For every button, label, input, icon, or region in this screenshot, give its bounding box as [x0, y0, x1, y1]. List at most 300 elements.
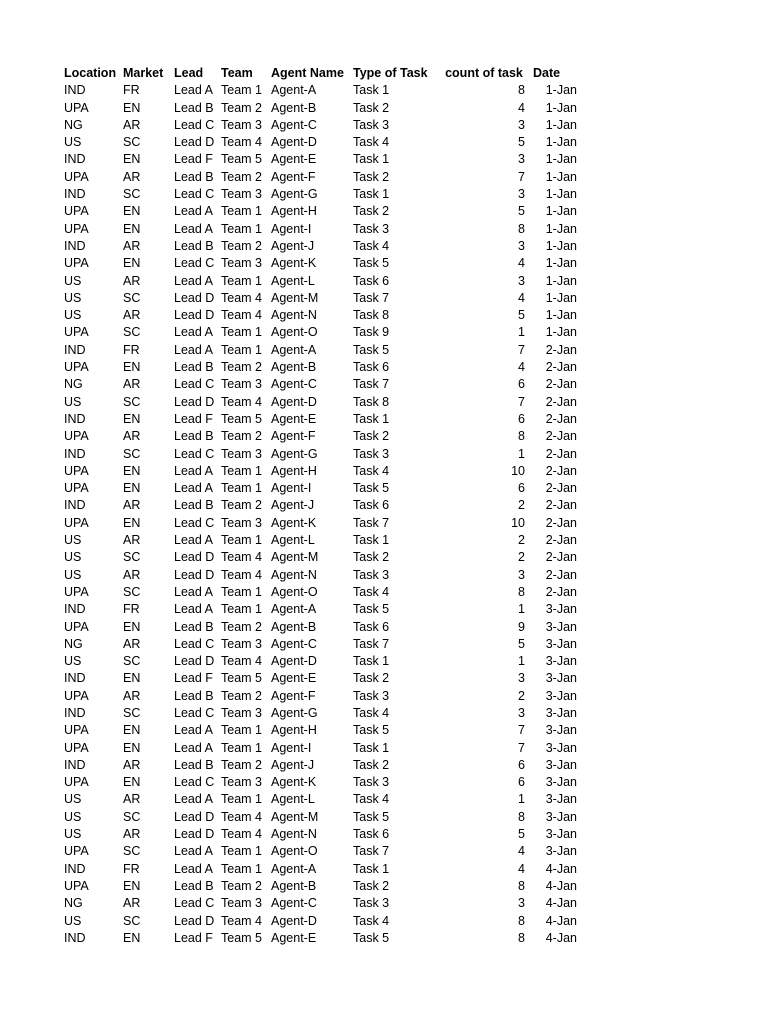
cell-date[interactable]: 2-Jan: [545, 584, 577, 599]
cell-lead[interactable]: Lead F: [174, 152, 213, 167]
cell-agent-name[interactable]: Agent-D: [271, 394, 317, 409]
cell-lead[interactable]: Lead A: [174, 273, 213, 288]
cell-lead[interactable]: Lead D: [174, 135, 215, 150]
cell-lead[interactable]: Lead F: [174, 411, 213, 426]
cell-team[interactable]: Team 1: [221, 723, 262, 738]
cell-team[interactable]: Team 3: [221, 377, 262, 392]
cell-market[interactable]: AR: [123, 308, 141, 323]
cell-agent-name[interactable]: Agent-E: [271, 411, 317, 426]
cell-count-of-task[interactable]: 8: [518, 930, 525, 945]
cell-lead[interactable]: Lead B: [174, 619, 214, 634]
cell-location[interactable]: US: [64, 567, 82, 582]
cell-date[interactable]: 3-Jan: [545, 827, 577, 842]
cell-location[interactable]: UPA: [64, 619, 89, 634]
cell-location[interactable]: UPA: [64, 723, 89, 738]
cell-agent-name[interactable]: Agent-L: [271, 533, 315, 548]
cell-type-of-task[interactable]: Task 4: [353, 135, 390, 150]
cell-lead[interactable]: Lead C: [174, 705, 215, 720]
cell-market[interactable]: FR: [123, 602, 140, 617]
cell-type-of-task[interactable]: Task 7: [353, 515, 390, 530]
cell-market[interactable]: AR: [123, 757, 141, 772]
cell-location[interactable]: IND: [64, 446, 86, 461]
cell-team[interactable]: Team 2: [221, 688, 262, 703]
cell-lead[interactable]: Lead B: [174, 498, 214, 513]
cell-agent-name[interactable]: Agent-K: [271, 515, 317, 530]
cell-team[interactable]: Team 3: [221, 515, 262, 530]
cell-count-of-task[interactable]: 2: [518, 688, 525, 703]
cell-lead[interactable]: Lead C: [174, 377, 215, 392]
cell-type-of-task[interactable]: Task 6: [353, 619, 390, 634]
cell-team[interactable]: Team 1: [221, 221, 262, 236]
cell-location[interactable]: IND: [64, 152, 86, 167]
cell-team[interactable]: Team 2: [221, 757, 262, 772]
cell-market[interactable]: SC: [123, 394, 141, 409]
cell-location[interactable]: IND: [64, 930, 86, 945]
cell-count-of-task[interactable]: 8: [518, 83, 525, 98]
cell-location[interactable]: US: [64, 913, 82, 928]
cell-location[interactable]: IND: [64, 705, 86, 720]
cell-agent-name[interactable]: Agent-M: [271, 809, 319, 824]
cell-team[interactable]: Team 4: [221, 567, 262, 582]
cell-agent-name[interactable]: Agent-N: [271, 827, 317, 842]
cell-location[interactable]: UPA: [64, 740, 89, 755]
cell-lead[interactable]: Lead D: [174, 654, 215, 669]
cell-type-of-task[interactable]: Task 5: [353, 342, 390, 357]
cell-type-of-task[interactable]: Task 6: [353, 273, 390, 288]
cell-location[interactable]: IND: [64, 238, 86, 253]
cell-count-of-task[interactable]: 6: [518, 775, 525, 790]
cell-team[interactable]: Team 3: [221, 187, 262, 202]
cell-market[interactable]: AR: [123, 117, 141, 132]
cell-location[interactable]: US: [64, 394, 82, 409]
cell-lead[interactable]: Lead D: [174, 827, 215, 842]
cell-team[interactable]: Team 2: [221, 429, 262, 444]
cell-agent-name[interactable]: Agent-I: [271, 221, 312, 236]
cell-type-of-task[interactable]: Task 4: [353, 463, 390, 478]
cell-lead[interactable]: Lead A: [174, 83, 213, 98]
cell-date[interactable]: 2-Jan: [545, 360, 577, 375]
cell-type-of-task[interactable]: Task 4: [353, 584, 390, 599]
cell-team[interactable]: Team 1: [221, 533, 262, 548]
cell-date[interactable]: 3-Jan: [545, 740, 577, 755]
column-header-lead[interactable]: Lead: [174, 66, 204, 80]
cell-date[interactable]: 2-Jan: [545, 567, 577, 582]
cell-location[interactable]: US: [64, 308, 82, 323]
cell-agent-name[interactable]: Agent-M: [271, 550, 319, 565]
cell-lead[interactable]: Lead D: [174, 809, 215, 824]
cell-market[interactable]: EN: [123, 256, 141, 271]
cell-type-of-task[interactable]: Task 3: [353, 688, 390, 703]
cell-type-of-task[interactable]: Task 6: [353, 360, 390, 375]
cell-lead[interactable]: Lead D: [174, 394, 215, 409]
cell-team[interactable]: Team 4: [221, 135, 262, 150]
cell-type-of-task[interactable]: Task 4: [353, 238, 390, 253]
cell-market[interactable]: SC: [123, 446, 141, 461]
cell-location[interactable]: US: [64, 792, 82, 807]
cell-date[interactable]: 1-Jan: [545, 256, 577, 271]
cell-count-of-task[interactable]: 1: [518, 792, 525, 807]
cell-count-of-task[interactable]: 4: [518, 844, 525, 859]
cell-team[interactable]: Team 2: [221, 619, 262, 634]
cell-team[interactable]: Team 1: [221, 325, 262, 340]
cell-count-of-task[interactable]: 6: [518, 411, 525, 426]
cell-location[interactable]: NG: [64, 377, 83, 392]
cell-market[interactable]: SC: [123, 550, 141, 565]
cell-count-of-task[interactable]: 5: [518, 636, 525, 651]
cell-market[interactable]: AR: [123, 498, 141, 513]
cell-agent-name[interactable]: Agent-N: [271, 308, 317, 323]
cell-lead[interactable]: Lead A: [174, 602, 213, 617]
cell-count-of-task[interactable]: 7: [518, 342, 525, 357]
cell-type-of-task[interactable]: Task 1: [353, 861, 390, 876]
cell-team[interactable]: Team 1: [221, 602, 262, 617]
cell-type-of-task[interactable]: Task 4: [353, 792, 390, 807]
cell-count-of-task[interactable]: 3: [518, 896, 525, 911]
cell-market[interactable]: EN: [123, 671, 141, 686]
cell-agent-name[interactable]: Agent-D: [271, 654, 317, 669]
cell-location[interactable]: UPA: [64, 878, 89, 893]
cell-market[interactable]: AR: [123, 896, 141, 911]
cell-lead[interactable]: Lead A: [174, 861, 213, 876]
cell-lead[interactable]: Lead A: [174, 740, 213, 755]
cell-count-of-task[interactable]: 8: [518, 878, 525, 893]
cell-team[interactable]: Team 4: [221, 550, 262, 565]
cell-count-of-task[interactable]: 7: [518, 169, 525, 184]
cell-date[interactable]: 1-Jan: [545, 169, 577, 184]
cell-agent-name[interactable]: Agent-O: [271, 325, 318, 340]
cell-date[interactable]: 4-Jan: [545, 896, 577, 911]
cell-agent-name[interactable]: Agent-A: [271, 342, 317, 357]
cell-lead[interactable]: Lead B: [174, 429, 214, 444]
cell-count-of-task[interactable]: 1: [518, 325, 525, 340]
cell-count-of-task[interactable]: 5: [518, 308, 525, 323]
cell-count-of-task[interactable]: 3: [518, 238, 525, 253]
cell-date[interactable]: 3-Jan: [545, 602, 577, 617]
cell-team[interactable]: Team 3: [221, 636, 262, 651]
cell-count-of-task[interactable]: 1: [518, 446, 525, 461]
cell-date[interactable]: 1-Jan: [545, 308, 577, 323]
cell-agent-name[interactable]: Agent-A: [271, 83, 317, 98]
cell-date[interactable]: 2-Jan: [545, 377, 577, 392]
cell-location[interactable]: UPA: [64, 463, 89, 478]
cell-team[interactable]: Team 3: [221, 775, 262, 790]
cell-count-of-task[interactable]: 10: [511, 463, 525, 478]
cell-type-of-task[interactable]: Task 7: [353, 290, 390, 305]
cell-type-of-task[interactable]: Task 3: [353, 567, 390, 582]
cell-type-of-task[interactable]: Task 2: [353, 878, 390, 893]
cell-lead[interactable]: Lead D: [174, 567, 215, 582]
cell-type-of-task[interactable]: Task 1: [353, 152, 390, 167]
cell-team[interactable]: Team 5: [221, 152, 262, 167]
cell-agent-name[interactable]: Agent-N: [271, 567, 317, 582]
cell-type-of-task[interactable]: Task 5: [353, 809, 390, 824]
cell-market[interactable]: AR: [123, 429, 141, 444]
cell-lead[interactable]: Lead C: [174, 896, 215, 911]
cell-agent-name[interactable]: Agent-F: [271, 429, 316, 444]
cell-type-of-task[interactable]: Task 1: [353, 187, 390, 202]
cell-market[interactable]: EN: [123, 152, 141, 167]
cell-agent-name[interactable]: Agent-C: [271, 636, 317, 651]
cell-date[interactable]: 3-Jan: [545, 757, 577, 772]
cell-agent-name[interactable]: Agent-F: [271, 169, 316, 184]
cell-date[interactable]: 1-Jan: [545, 152, 577, 167]
cell-location[interactable]: US: [64, 533, 82, 548]
cell-location[interactable]: IND: [64, 757, 86, 772]
cell-count-of-task[interactable]: 7: [518, 394, 525, 409]
cell-count-of-task[interactable]: 8: [518, 221, 525, 236]
cell-lead[interactable]: Lead B: [174, 878, 214, 893]
cell-count-of-task[interactable]: 6: [518, 377, 525, 392]
cell-lead[interactable]: Lead A: [174, 792, 213, 807]
cell-date[interactable]: 2-Jan: [545, 411, 577, 426]
cell-lead[interactable]: Lead A: [174, 844, 213, 859]
cell-team[interactable]: Team 1: [221, 792, 262, 807]
cell-date[interactable]: 2-Jan: [545, 533, 577, 548]
cell-location[interactable]: UPA: [64, 221, 89, 236]
cell-type-of-task[interactable]: Task 8: [353, 308, 390, 323]
cell-market[interactable]: EN: [123, 775, 141, 790]
cell-market[interactable]: SC: [123, 325, 141, 340]
cell-lead[interactable]: Lead D: [174, 913, 215, 928]
cell-type-of-task[interactable]: Task 2: [353, 204, 390, 219]
cell-team[interactable]: Team 5: [221, 671, 262, 686]
cell-count-of-task[interactable]: 4: [518, 861, 525, 876]
cell-count-of-task[interactable]: 9: [518, 619, 525, 634]
cell-agent-name[interactable]: Agent-H: [271, 723, 317, 738]
cell-lead[interactable]: Lead D: [174, 290, 215, 305]
cell-market[interactable]: SC: [123, 705, 141, 720]
column-header-date[interactable]: Date: [533, 66, 561, 80]
cell-agent-name[interactable]: Agent-I: [271, 740, 312, 755]
cell-type-of-task[interactable]: Task 2: [353, 671, 390, 686]
cell-agent-name[interactable]: Agent-J: [271, 238, 315, 253]
cell-team[interactable]: Team 4: [221, 654, 262, 669]
cell-count-of-task[interactable]: 8: [518, 429, 525, 444]
cell-type-of-task[interactable]: Task 7: [353, 377, 390, 392]
cell-market[interactable]: SC: [123, 135, 141, 150]
cell-date[interactable]: 4-Jan: [545, 913, 577, 928]
cell-lead[interactable]: Lead C: [174, 636, 215, 651]
cell-market[interactable]: AR: [123, 688, 141, 703]
cell-count-of-task[interactable]: 1: [518, 654, 525, 669]
cell-team[interactable]: Team 2: [221, 238, 262, 253]
cell-lead[interactable]: Lead A: [174, 221, 213, 236]
cell-date[interactable]: 1-Jan: [545, 325, 577, 340]
cell-market[interactable]: EN: [123, 723, 141, 738]
cell-market[interactable]: FR: [123, 342, 140, 357]
cell-type-of-task[interactable]: Task 2: [353, 100, 390, 115]
cell-location[interactable]: IND: [64, 187, 86, 202]
cell-count-of-task[interactable]: 5: [518, 827, 525, 842]
cell-type-of-task[interactable]: Task 5: [353, 256, 390, 271]
cell-date[interactable]: 3-Jan: [545, 705, 577, 720]
cell-team[interactable]: Team 3: [221, 446, 262, 461]
cell-lead[interactable]: Lead D: [174, 308, 215, 323]
cell-count-of-task[interactable]: 7: [518, 723, 525, 738]
cell-team[interactable]: Team 1: [221, 844, 262, 859]
cell-market[interactable]: EN: [123, 930, 141, 945]
cell-count-of-task[interactable]: 4: [518, 360, 525, 375]
cell-type-of-task[interactable]: Task 1: [353, 533, 390, 548]
cell-team[interactable]: Team 1: [221, 584, 262, 599]
cell-count-of-task[interactable]: 3: [518, 705, 525, 720]
cell-count-of-task[interactable]: 2: [518, 498, 525, 513]
cell-agent-name[interactable]: Agent-J: [271, 498, 315, 513]
cell-market[interactable]: AR: [123, 238, 141, 253]
cell-count-of-task[interactable]: 10: [511, 515, 525, 530]
cell-location[interactable]: UPA: [64, 844, 89, 859]
cell-agent-name[interactable]: Agent-H: [271, 463, 317, 478]
cell-lead[interactable]: Lead B: [174, 360, 214, 375]
cell-count-of-task[interactable]: 2: [518, 533, 525, 548]
cell-location[interactable]: NG: [64, 117, 83, 132]
cell-agent-name[interactable]: Agent-E: [271, 930, 317, 945]
cell-agent-name[interactable]: Agent-E: [271, 671, 317, 686]
column-header-count-of-task[interactable]: count of task: [445, 66, 523, 80]
cell-date[interactable]: 4-Jan: [545, 878, 577, 893]
cell-team[interactable]: Team 2: [221, 360, 262, 375]
cell-date[interactable]: 1-Jan: [545, 290, 577, 305]
cell-location[interactable]: UPA: [64, 775, 89, 790]
cell-location[interactable]: UPA: [64, 256, 89, 271]
cell-market[interactable]: SC: [123, 290, 141, 305]
cell-date[interactable]: 3-Jan: [545, 844, 577, 859]
cell-date[interactable]: 2-Jan: [545, 429, 577, 444]
cell-team[interactable]: Team 4: [221, 827, 262, 842]
cell-location[interactable]: IND: [64, 671, 86, 686]
cell-agent-name[interactable]: Agent-B: [271, 360, 317, 375]
cell-date[interactable]: 1-Jan: [545, 204, 577, 219]
cell-count-of-task[interactable]: 1: [518, 602, 525, 617]
cell-location[interactable]: US: [64, 550, 82, 565]
cell-date[interactable]: 1-Jan: [545, 187, 577, 202]
cell-location[interactable]: UPA: [64, 515, 89, 530]
cell-agent-name[interactable]: Agent-G: [271, 187, 318, 202]
cell-type-of-task[interactable]: Task 3: [353, 446, 390, 461]
cell-market[interactable]: EN: [123, 100, 141, 115]
cell-location[interactable]: IND: [64, 602, 86, 617]
cell-location[interactable]: US: [64, 809, 82, 824]
cell-count-of-task[interactable]: 5: [518, 135, 525, 150]
cell-market[interactable]: EN: [123, 360, 141, 375]
cell-location[interactable]: US: [64, 290, 82, 305]
cell-market[interactable]: SC: [123, 913, 141, 928]
cell-date[interactable]: 2-Jan: [545, 394, 577, 409]
cell-lead[interactable]: Lead B: [174, 688, 214, 703]
cell-type-of-task[interactable]: Task 5: [353, 930, 390, 945]
cell-date[interactable]: 2-Jan: [545, 446, 577, 461]
cell-market[interactable]: AR: [123, 273, 141, 288]
cell-team[interactable]: Team 5: [221, 930, 262, 945]
cell-count-of-task[interactable]: 7: [518, 740, 525, 755]
cell-count-of-task[interactable]: 4: [518, 100, 525, 115]
cell-agent-name[interactable]: Agent-A: [271, 861, 317, 876]
cell-count-of-task[interactable]: 3: [518, 567, 525, 582]
cell-date[interactable]: 3-Jan: [545, 671, 577, 686]
cell-agent-name[interactable]: Agent-D: [271, 913, 317, 928]
cell-count-of-task[interactable]: 6: [518, 481, 525, 496]
cell-agent-name[interactable]: Agent-M: [271, 290, 319, 305]
cell-count-of-task[interactable]: 2: [518, 550, 525, 565]
cell-market[interactable]: EN: [123, 878, 141, 893]
cell-location[interactable]: NG: [64, 896, 83, 911]
cell-date[interactable]: 3-Jan: [545, 636, 577, 651]
cell-team[interactable]: Team 1: [221, 204, 262, 219]
cell-market[interactable]: SC: [123, 584, 141, 599]
cell-type-of-task[interactable]: Task 2: [353, 429, 390, 444]
cell-team[interactable]: Team 2: [221, 100, 262, 115]
cell-agent-name[interactable]: Agent-G: [271, 446, 318, 461]
cell-market[interactable]: AR: [123, 567, 141, 582]
column-header-type-of-task[interactable]: Type of Task: [353, 66, 428, 80]
cell-team[interactable]: Team 4: [221, 290, 262, 305]
cell-date[interactable]: 1-Jan: [545, 117, 577, 132]
cell-lead[interactable]: Lead A: [174, 481, 213, 496]
cell-team[interactable]: Team 3: [221, 117, 262, 132]
cell-type-of-task[interactable]: Task 6: [353, 827, 390, 842]
cell-date[interactable]: 1-Jan: [545, 83, 577, 98]
cell-count-of-task[interactable]: 8: [518, 584, 525, 599]
cell-lead[interactable]: Lead B: [174, 169, 214, 184]
cell-market[interactable]: EN: [123, 204, 141, 219]
cell-type-of-task[interactable]: Task 5: [353, 481, 390, 496]
cell-type-of-task[interactable]: Task 3: [353, 221, 390, 236]
cell-type-of-task[interactable]: Task 9: [353, 325, 390, 340]
cell-team[interactable]: Team 2: [221, 169, 262, 184]
cell-team[interactable]: Team 1: [221, 861, 262, 876]
cell-date[interactable]: 3-Jan: [545, 688, 577, 703]
cell-type-of-task[interactable]: Task 8: [353, 394, 390, 409]
cell-type-of-task[interactable]: Task 5: [353, 723, 390, 738]
cell-location[interactable]: NG: [64, 636, 83, 651]
cell-date[interactable]: 3-Jan: [545, 809, 577, 824]
column-header-team[interactable]: Team: [221, 66, 253, 80]
cell-team[interactable]: Team 4: [221, 308, 262, 323]
cell-type-of-task[interactable]: Task 3: [353, 117, 390, 132]
cell-location[interactable]: UPA: [64, 325, 89, 340]
cell-location[interactable]: IND: [64, 83, 86, 98]
cell-location[interactable]: UPA: [64, 100, 89, 115]
column-header-market[interactable]: Market: [123, 66, 164, 80]
cell-location[interactable]: UPA: [64, 429, 89, 444]
cell-market[interactable]: AR: [123, 377, 141, 392]
cell-market[interactable]: AR: [123, 792, 141, 807]
cell-date[interactable]: 1-Jan: [545, 273, 577, 288]
cell-date[interactable]: 3-Jan: [545, 654, 577, 669]
cell-agent-name[interactable]: Agent-I: [271, 481, 312, 496]
cell-agent-name[interactable]: Agent-A: [271, 602, 317, 617]
cell-location[interactable]: US: [64, 827, 82, 842]
cell-lead[interactable]: Lead C: [174, 775, 215, 790]
cell-count-of-task[interactable]: 5: [518, 204, 525, 219]
cell-market[interactable]: SC: [123, 187, 141, 202]
cell-agent-name[interactable]: Agent-O: [271, 844, 318, 859]
cell-date[interactable]: 1-Jan: [545, 100, 577, 115]
cell-type-of-task[interactable]: Task 5: [353, 602, 390, 617]
cell-agent-name[interactable]: Agent-B: [271, 878, 317, 893]
cell-agent-name[interactable]: Agent-C: [271, 896, 317, 911]
cell-agent-name[interactable]: Agent-L: [271, 792, 315, 807]
cell-lead[interactable]: Lead C: [174, 187, 215, 202]
cell-date[interactable]: 2-Jan: [545, 498, 577, 513]
cell-count-of-task[interactable]: 3: [518, 671, 525, 686]
cell-agent-name[interactable]: Agent-H: [271, 204, 317, 219]
cell-team[interactable]: Team 3: [221, 256, 262, 271]
cell-type-of-task[interactable]: Task 2: [353, 757, 390, 772]
cell-agent-name[interactable]: Agent-C: [271, 117, 317, 132]
cell-type-of-task[interactable]: Task 2: [353, 550, 390, 565]
cell-type-of-task[interactable]: Task 3: [353, 775, 390, 790]
